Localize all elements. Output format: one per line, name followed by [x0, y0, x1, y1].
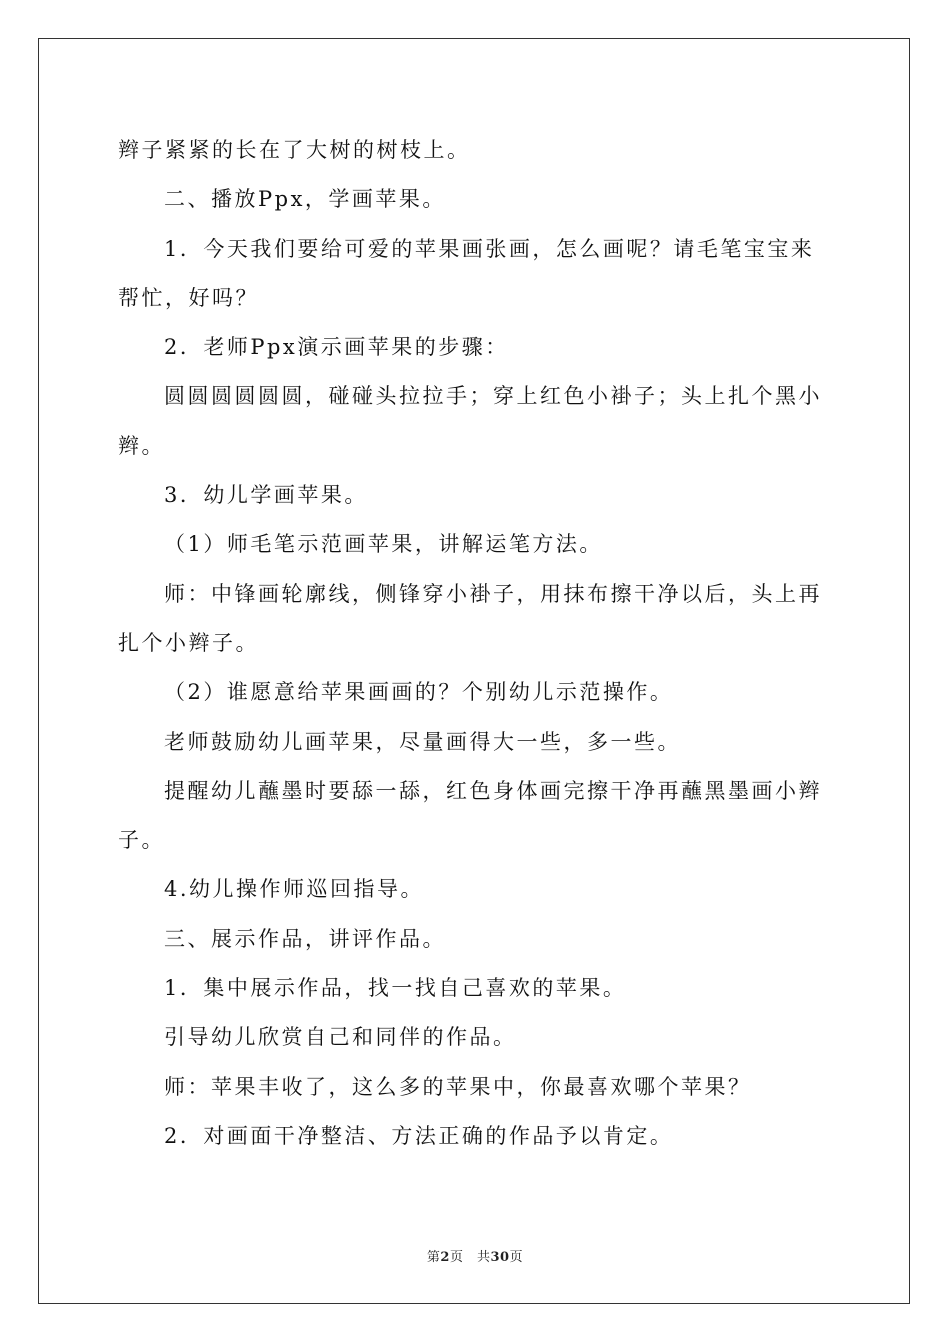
total-page-number: 30 [490, 1250, 510, 1265]
paragraph-line: 圆圆圆圆圆圆，碰碰头拉拉手；穿上红色小褂子；头上扎个黑小 [164, 384, 822, 409]
paragraph-line: 二、播放Ppx，学画苹果。 [164, 187, 446, 212]
paragraph-line: 辫。 [118, 433, 165, 458]
paragraph-line: 师：中锋画轮廓线，侧锋穿小褂子，用抹布擦干净以后，头上再 [164, 581, 822, 606]
paragraph-line: 师：苹果丰收了，这么多的苹果中，你最喜欢哪个苹果？ [164, 1074, 752, 1099]
paragraph-line: 提醒幼儿蘸墨时要舔一舔，红色身体画完擦干净再蘸黑墨画小辫 [164, 778, 822, 803]
paragraph-line: 2．对画面干净整洁、方法正确的作品予以肯定。 [164, 1123, 674, 1148]
paragraph-line: 1．集中展示作品，找一找自己喜欢的苹果。 [164, 976, 627, 1001]
paragraph-line: 引导幼儿欣赏自己和同伴的作品。 [164, 1025, 517, 1050]
paragraph-line: 子。 [118, 828, 165, 853]
paragraph-line: 帮忙，好吗？ [118, 285, 259, 310]
paragraph-line: 老师鼓励幼儿画苹果，尽量画得大一些，多一些。 [164, 729, 681, 754]
paragraph-line: 4.幼儿操作师巡回指导。 [164, 877, 425, 902]
footer-suffix: 页 [509, 1250, 524, 1265]
paragraph-line: （2）谁愿意给苹果画画的？个别幼儿示范操作。 [164, 680, 674, 705]
paragraph-line: 扎个小辫子。 [118, 630, 259, 655]
paragraph-line: 辫子紧紧的长在了大树的树枝上。 [118, 138, 471, 162]
footer-prefix: 第 [426, 1250, 441, 1265]
current-page-number: 2 [440, 1250, 450, 1265]
page-footer [0, 1246, 950, 1265]
paragraph-line: 2．老师Ppx演示画苹果的步骤： [164, 335, 509, 360]
paragraph-line: 三、展示作品，讲评作品。 [164, 926, 446, 951]
document-body [118, 130, 834, 1165]
footer-mid: 页 共 [449, 1250, 491, 1265]
paragraph-line: 3．幼儿学画苹果。 [164, 483, 368, 508]
paragraph-line: 1．今天我们要给可爱的苹果画张画，怎么画呢？请毛笔宝宝来 [164, 236, 815, 261]
paragraph-line: （1）师毛笔示范画苹果，讲解运笔方法。 [164, 532, 603, 557]
